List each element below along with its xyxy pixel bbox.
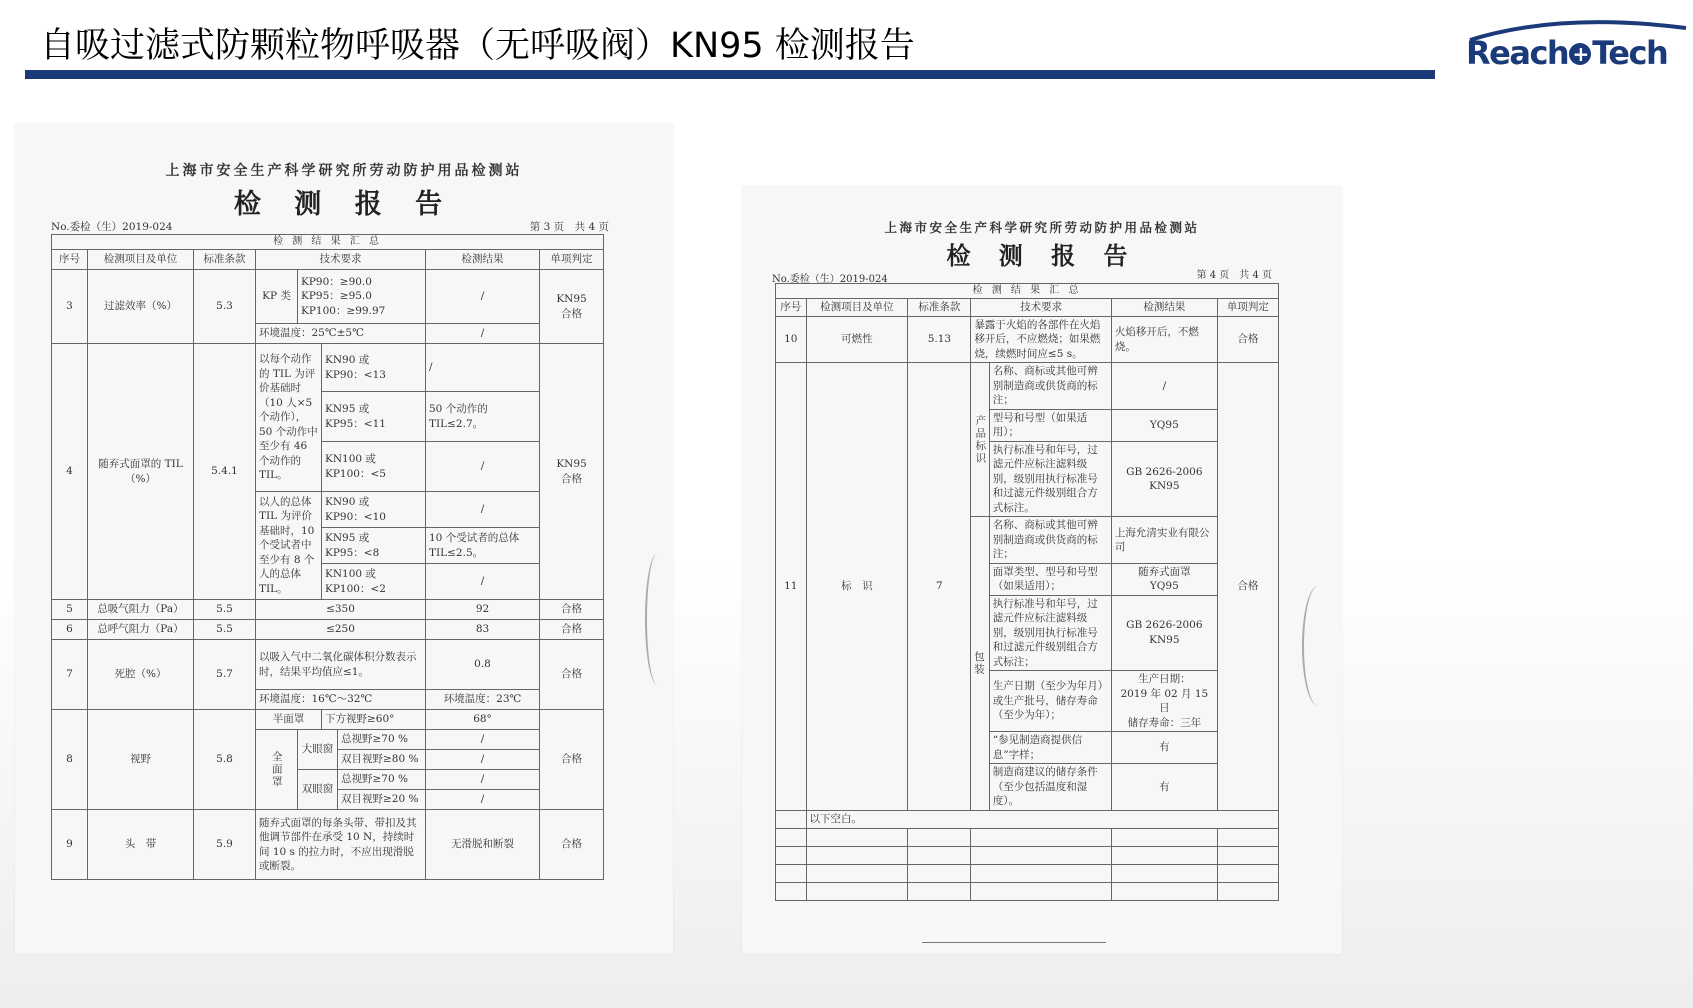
- verdict: 合格: [540, 640, 604, 710]
- result-value: 83: [426, 620, 540, 640]
- requirement-text: 执行标准号和年号，过滤元件应标注滤料级别，级别用执行标准号和过滤元件级别组合方式标注；: [989, 595, 1111, 670]
- label-group: 产品标识: [971, 363, 989, 517]
- requirement-text: KN95 或 KP95：<8: [322, 528, 426, 564]
- standard-clause: 5.5: [194, 620, 256, 640]
- label-group: 包装: [971, 517, 989, 810]
- logo-text-left: Reach: [1466, 34, 1569, 72]
- empty-cell: [776, 810, 807, 828]
- requirement-text: 暴露于火焰的各部件在火焰移开后，不应燃烧；如果燃烧，续燃时间应≤5 s。: [971, 317, 1111, 363]
- logo-text-right: Tech: [1592, 34, 1668, 72]
- column-header: 检测结果: [1111, 299, 1217, 317]
- result-value: 无滑脱和断裂: [426, 810, 540, 880]
- result-value: 有: [1111, 764, 1217, 810]
- standard-clause: 5.5: [194, 600, 256, 620]
- requirement-text: KN90 或 KP90：<13: [322, 344, 426, 392]
- column-header: 单项判定: [540, 250, 604, 270]
- column-header: 检测项目及单位: [806, 299, 908, 317]
- result-value: YQ95: [1111, 409, 1217, 441]
- page-title: 自吸过滤式防颗粒物呼吸器（无呼吸阀）KN95 检测报告: [40, 26, 915, 66]
- test-item: 死腔（%）: [88, 640, 194, 710]
- empty-row: [776, 828, 1279, 846]
- table-caption: 检 测 结 果 汇 总: [776, 284, 1279, 299]
- verdict: 合格: [1217, 317, 1278, 363]
- row-number: 8: [52, 710, 88, 810]
- result-value: /: [426, 564, 540, 600]
- result-value: 环境温度：23℃: [426, 690, 540, 710]
- result-value: 上海允清实业有限公司: [1111, 517, 1217, 563]
- requirement-text: 双目视野≥20 %: [338, 790, 426, 810]
- result-value: 有: [1111, 732, 1217, 764]
- blank-note: 以下空白。: [806, 810, 1278, 828]
- page-number: 第 3 页 共 4 页: [529, 221, 609, 233]
- page-number: 第 4 页 共 4 页: [1196, 270, 1272, 281]
- verdict: 合格: [540, 620, 604, 640]
- requirement-text: 以吸入气中二氧化碳体积分数表示时，结果平均值应≤1。: [256, 640, 426, 690]
- table-caption: 检 测 结 果 汇 总: [52, 235, 604, 250]
- requirement-text: 名称、商标或其他可辨别制造商或供货商的标注；: [989, 517, 1111, 563]
- report-title: 检 测 报 告: [233, 189, 455, 220]
- result-value: /: [426, 730, 540, 750]
- requirement-text: ≤350: [256, 600, 426, 620]
- result-value: /: [426, 750, 540, 770]
- requirement-text: KN95 或 KP95：<11: [322, 392, 426, 442]
- test-item: 标 识: [806, 363, 908, 810]
- column-header: 检测项目及单位: [88, 250, 194, 270]
- result-value: /: [426, 270, 540, 324]
- row-number: 4: [52, 344, 88, 600]
- column-header: 技术要求: [971, 299, 1111, 317]
- requirement-text: 面罩类型、型号和号型（如果适用）；: [989, 563, 1111, 595]
- reachtech-logo: [1460, 14, 1690, 84]
- standard-clause: 5.7: [194, 640, 256, 710]
- window-type: 双眼窗: [298, 770, 338, 810]
- verdict: KN95 合格: [540, 344, 604, 600]
- requirement-text: 下方视野≥60°: [322, 710, 426, 730]
- standard-clause: 7: [908, 363, 971, 810]
- seal-mark: [645, 554, 669, 684]
- seal-mark: [1302, 586, 1334, 706]
- requirement-class: KP 类: [256, 270, 298, 324]
- logo-text: [1466, 34, 1667, 72]
- evaluation-basis: 以人的总体 TIL 为评价基础时，10 个受试者中至少有 8 个人的总体 TIL。: [256, 492, 322, 600]
- requirement-text: 总视野≥70 %: [338, 730, 426, 750]
- result-value: GB 2626-2006 KN95: [1111, 441, 1217, 516]
- row-number: 3: [52, 270, 88, 344]
- result-value: 68°: [426, 710, 540, 730]
- requirement-text: “参见制造商提供信息”字样；: [989, 732, 1111, 764]
- result-value: /: [426, 442, 540, 492]
- verdict: 合格: [540, 600, 604, 620]
- verdict: 合格: [540, 810, 604, 880]
- verdict: KN95 合格: [540, 270, 604, 344]
- result-value: /: [426, 324, 540, 344]
- results-table: [51, 234, 604, 880]
- column-header: 标准条款: [194, 250, 256, 270]
- empty-row: [776, 864, 1279, 882]
- report-page-4: [742, 186, 1342, 954]
- results-table: [775, 283, 1279, 901]
- report-page-3: [15, 124, 673, 954]
- result-value: 火焰移开后，不燃烧。: [1111, 317, 1217, 363]
- row-number: 7: [52, 640, 88, 710]
- column-header: 单项判定: [1217, 299, 1278, 317]
- requirement-text: 名称、商标或其他可辨别制造商或供货商的标注；: [989, 363, 1111, 409]
- window-type: 大眼窗: [298, 730, 338, 770]
- requirement-text: KP90：≥90.0 KP95：≥95.0 KP100：≥99.97: [298, 270, 426, 324]
- standard-clause: 5.4.1: [194, 344, 256, 600]
- result-value: /: [426, 344, 540, 392]
- requirement-text: KN100 或 KP100：<5: [322, 442, 426, 492]
- test-item: 总呼气阻力（Pa）: [88, 620, 194, 640]
- result-value: GB 2626-2006 KN95: [1111, 595, 1217, 670]
- test-item: 过滤效率（%）: [88, 270, 194, 344]
- result-value: 10 个受试者的总体 TIL≤2.5。: [426, 528, 540, 564]
- requirement-text: ≤250: [256, 620, 426, 640]
- row-number: 5: [52, 600, 88, 620]
- requirement-text: 总视野≥70 %: [338, 770, 426, 790]
- standard-clause: 5.3: [194, 270, 256, 344]
- requirement-text: 生产日期（至少为年月）或生产批号，储存寿命（至少为年）；: [989, 671, 1111, 732]
- column-header: 标准条款: [908, 299, 971, 317]
- standard-clause: 5.13: [908, 317, 971, 363]
- requirement-text: 型号和号型（如果适用）；: [989, 409, 1111, 441]
- column-header: 技术要求: [256, 250, 426, 270]
- requirement-text: 双目视野≥80 %: [338, 750, 426, 770]
- report-title: 检 测 报 告: [946, 241, 1138, 270]
- empty-row: [776, 882, 1279, 900]
- requirement-text: 随弃式面罩的每条头带、带扣及其他调节部件在承受 10 N，持续时间 10 s 的拉力时，不应出现滑脱或断裂。: [256, 810, 426, 880]
- report-number: No.委检（生）2019-024: [772, 274, 888, 285]
- institution-name: 上海市安全生产科学研究所劳动防护用品检测站: [884, 220, 1200, 235]
- result-value: /: [1111, 363, 1217, 409]
- mask-type: 全面罩: [256, 730, 298, 810]
- requirement-text: 制造商建议的储存条件（至少包括温度和湿度）。: [989, 764, 1111, 810]
- test-item: 头 带: [88, 810, 194, 880]
- test-item: 随弃式面罩的 TIL（%）: [88, 344, 194, 600]
- requirement-text: 执行标准号和年号，过滤元件应标注滤料级别，级别用执行标准号和过滤元件级别组合方式标注。: [989, 441, 1111, 516]
- requirement-text: KN100 或 KP100：<2: [322, 564, 426, 600]
- environment-condition: 环境温度：16℃～32℃: [256, 690, 426, 710]
- result-value: 生产日期： 2019 年 02 月 15 日 储存寿命：三年: [1111, 671, 1217, 732]
- logo-plus-icon: +: [1569, 43, 1591, 65]
- title-underline-bar: [25, 70, 1435, 79]
- standard-clause: 5.9: [194, 810, 256, 880]
- row-number: 6: [52, 620, 88, 640]
- result-value: 50 个动作的 TIL≤2.7。: [426, 392, 540, 442]
- requirement-text: KN90 或 KP90：<10: [322, 492, 426, 528]
- environment-condition: 环境温度：25℃±5℃: [256, 324, 426, 344]
- column-header: 检测结果: [426, 250, 540, 270]
- evaluation-basis: 以每个动作的 TIL 为评价基础时（10 人×5 个动作），50 个动作中至少有 46 个动作的 TIL。: [256, 344, 322, 492]
- result-value: /: [426, 492, 540, 528]
- empty-row: [776, 846, 1279, 864]
- institution-name: 上海市安全生产科学研究所劳动防护用品检测站: [165, 163, 523, 179]
- result-value: 随弃式面罩 YQ95: [1111, 563, 1217, 595]
- test-item: 视野: [88, 710, 194, 810]
- test-item: 可燃性: [806, 317, 908, 363]
- result-value: /: [426, 770, 540, 790]
- test-item: 总吸气阻力（Pa）: [88, 600, 194, 620]
- row-number: 10: [776, 317, 807, 363]
- column-header: 序号: [776, 299, 807, 317]
- row-number: 11: [776, 363, 807, 810]
- report-number: No.委检（生）2019-024: [51, 221, 173, 233]
- result-value: /: [426, 790, 540, 810]
- verdict: 合格: [1217, 363, 1278, 810]
- verdict: 合格: [540, 710, 604, 810]
- column-header: 序号: [52, 250, 88, 270]
- standard-clause: 5.8: [194, 710, 256, 810]
- result-value: 0.8: [426, 640, 540, 690]
- result-value: 92: [426, 600, 540, 620]
- signature-line: [922, 942, 1106, 943]
- row-number: 9: [52, 810, 88, 880]
- mask-type: 半面罩: [256, 710, 322, 730]
